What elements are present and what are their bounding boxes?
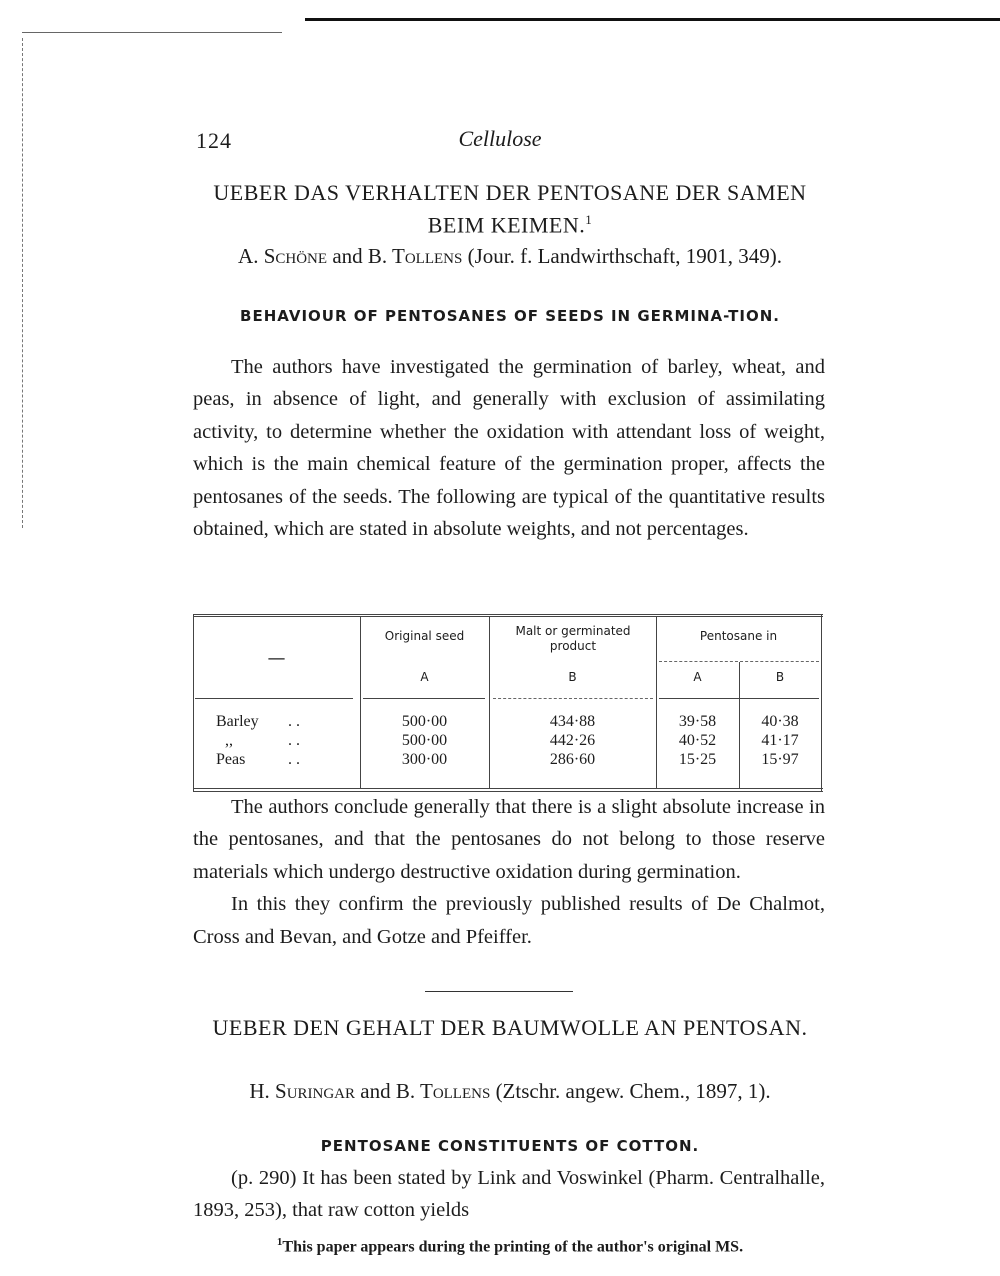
body-paragraph [193, 1162, 825, 1227]
cell-pentosane-a: 15·25 [678, 751, 717, 768]
cell-malt: 434·88 [549, 713, 596, 730]
leader-dots: . . [288, 732, 300, 749]
article-title [190, 179, 830, 238]
table-corner: — [267, 648, 286, 669]
scan-edge-line [305, 18, 1000, 21]
author-2: B. Tollens [367, 244, 463, 268]
cell-pentosane-a: 40·52 [678, 732, 717, 749]
cell-pentosane-b: 40·38 [761, 713, 799, 730]
footnote-reference: 1 [585, 212, 593, 227]
column-header-pentosane: Pentosane in [699, 629, 778, 643]
cell-pentosane-a: 39·58 [678, 713, 717, 730]
leader-dots: . . [288, 751, 300, 768]
article-subheading: BEHAVIOUR OF PENTOSANES OF SEEDS IN GERMINA-TION. [240, 307, 780, 325]
page-number: 124 [196, 128, 232, 153]
article-authors [190, 242, 830, 270]
leader-dots: . . [288, 713, 300, 730]
column-header-malt: Malt or germinated product [515, 624, 631, 653]
subheader-pentosane-b: B [775, 670, 785, 684]
authors-conjunction: and [360, 1079, 391, 1103]
scan-edge-line-thin [22, 32, 282, 33]
cell-original: 500·00 [401, 732, 448, 749]
footnote [190, 1236, 830, 1256]
author-1: A. Schöne [238, 244, 328, 268]
scan-left-edge [22, 38, 24, 528]
paragraph-text: (p. 290) It has been stated by Link and Voswinkel (Pharm. Centralhalle, 1893, 253), that raw cotton yields [193, 1167, 825, 1222]
row-label: Peas [216, 751, 246, 768]
article-source: (Ztschr. angew. Chem., 1897, 1). [495, 1079, 771, 1103]
running-title: Cellulose [458, 126, 542, 151]
cell-original: 500·00 [401, 713, 448, 730]
footnote-text: This paper appears during the printing of the author's original MS. [282, 1238, 744, 1256]
author-1: H. Suringar [249, 1079, 356, 1103]
cell-malt: 286·60 [549, 751, 596, 768]
author-2: B. Tollens [395, 1079, 491, 1103]
article-title: UEBER DEN GEHALT DER BAUMWOLLE AN PENTOSAN. [212, 1015, 808, 1040]
paragraph-text: The authors have investigated the germination of barley, wheat, and peas, in absence of light, and generally with exclusion of assimilating activity, to determine whether the oxidation with attendant loss of weight, which is the main chemical feature of the germination proper, affects the pentosanes of the seeds. The following are typical of the quantitative results obtained, which are stated in absolute weights, and not percentages. [193, 356, 825, 541]
body-paragraph [193, 791, 825, 953]
article-authors [190, 1077, 830, 1105]
paragraph-text: In this they confirm the previously published results of De Chalmot, Cross and Bevan, and Gotze and Pfeiffer. [193, 893, 825, 948]
column-header-original-seed: Original seed [384, 629, 465, 643]
paragraph-text: The authors conclude generally that there is a slight absolute increase in the pentosanes, and that the pentosanes do not belong to those reserve materials which undergo destructive oxidation during germination. [193, 796, 825, 883]
section-divider [425, 991, 573, 992]
cell-original: 300·00 [401, 751, 448, 768]
authors-conjunction: and [332, 244, 363, 268]
subheader-pentosane-a: A [693, 670, 702, 684]
body-paragraph [193, 351, 825, 545]
subheader-b: B [568, 670, 577, 684]
cell-pentosane-b: 41·17 [761, 732, 799, 749]
article-subheading: PENTOSANE CONSTITUENTS OF COTTON. [320, 1137, 700, 1155]
article-title-text: UEBER DAS VERHALTEN DER PENTOSANE DER SAMEN BEIM KEIMEN. [213, 180, 807, 238]
subheader-a: A [420, 670, 429, 684]
row-label: Barley [216, 713, 259, 730]
footnote-mark: 1 [276, 1236, 283, 1248]
cell-malt: 442·26 [549, 732, 596, 749]
row-label: ,, [225, 732, 233, 749]
article-source: (Jour. f. Landwirthschaft, 1901, 349). [467, 244, 782, 268]
results-table [193, 614, 823, 794]
cell-pentosane-b: 15·97 [761, 751, 799, 768]
